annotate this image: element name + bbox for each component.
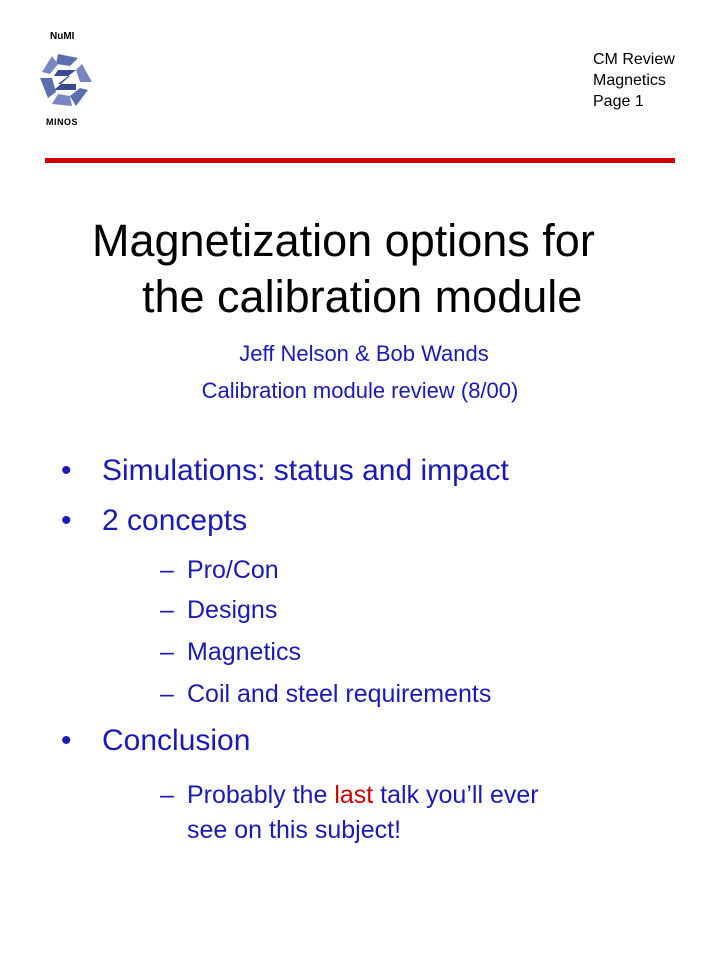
title-line-2: the calibration module <box>142 271 583 322</box>
sub-bullet-text: Magnetics <box>187 638 301 666</box>
bullet-text: 2 concepts <box>102 504 248 537</box>
title-line-1: Magnetization options for <box>92 215 595 266</box>
numi-label: NuMI <box>50 31 75 42</box>
bullet-text: Conclusion <box>102 724 251 757</box>
sub-bullet-continuation: see on this subject! <box>187 816 402 844</box>
sub-bullet-dash: – <box>160 680 174 708</box>
sub-bullet-text <box>187 778 539 813</box>
header-divider <box>45 158 675 163</box>
sub-bullet-text: Designs <box>187 596 278 624</box>
text-part: talk you’ll ever <box>373 781 539 809</box>
header-line-page: Page 1 <box>593 93 644 110</box>
minos-label: MINOS <box>46 117 79 127</box>
sub-bullet-dash: – <box>160 638 174 666</box>
sub-bullet-dash: – <box>160 781 174 809</box>
bullet-dot: • <box>61 724 72 757</box>
highlight-word: last <box>334 781 374 809</box>
sub-bullet-text: Coil and steel requirements <box>187 680 492 708</box>
header-line-topic: Magnetics <box>593 72 666 89</box>
authors: Jeff Nelson & Bob Wands <box>239 341 489 366</box>
sub-bullet-dash: – <box>160 596 174 624</box>
bullet-dot: • <box>61 504 72 537</box>
bullet-dot: • <box>61 454 72 487</box>
header-line-review: CM Review <box>593 51 675 68</box>
text-part: Probably the <box>187 781 335 809</box>
numi-minos-logo-icon <box>36 50 96 110</box>
slide-header-info <box>593 49 675 112</box>
bullet-text: Simulations: status and impact <box>102 454 509 487</box>
sub-bullet-dash: – <box>160 556 174 584</box>
event-subtitle: Calibration module review (8/00) <box>201 378 519 403</box>
sub-bullet-text: Pro/Con <box>187 556 279 584</box>
